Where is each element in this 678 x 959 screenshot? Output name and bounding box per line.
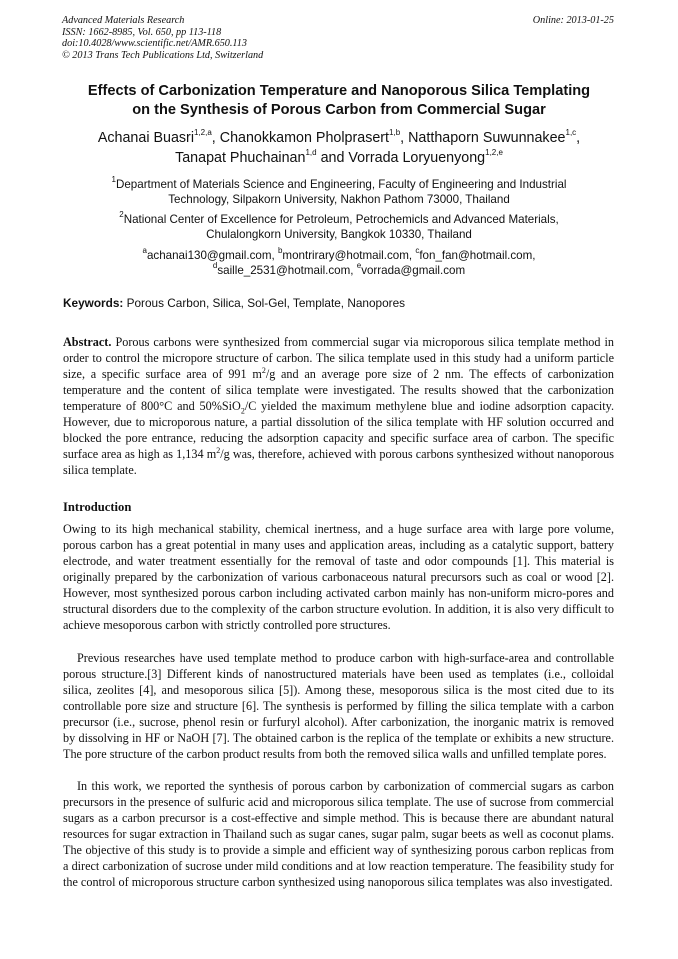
author-affiliation-mark: 1,2,e	[485, 148, 503, 158]
keywords-label: Keywords:	[63, 296, 124, 310]
author-name: Achanai Buasri	[97, 130, 194, 146]
author-list	[40, 128, 638, 168]
abstract-text: /C yielded the maximum methylene blue and iodine adsorption capacity. However, due to microporous nature, a partial dissolution of the silica template with HF solution occurred and blocked the pore entrance, reducing the adsorption capacity and specific surface area of carbon. The specific surface area as high as 1,134 m	[63, 399, 614, 461]
email-link[interactable]: montrirary@hotmail.com,	[282, 249, 413, 262]
affiliation-text: National Center of Excellence for Petroleum, Petrochemicls and Advanced Materials,	[123, 213, 559, 226]
keywords	[63, 296, 405, 310]
author-line-1: Achanai Buasri$^{1,2,a}$, Chanokkamon Pholprasert$^{1,b}$, Natthaporn Suwunnakee$^{1,c}$,	[97, 128, 581, 146]
abstract	[63, 334, 614, 478]
email-link[interactable]: fon_fan@hotmail.com,	[419, 249, 536, 262]
author-conjunction: and	[320, 150, 345, 166]
author-line-2	[40, 148, 638, 168]
affiliation-text: Chulalongkorn University, Bangkok 10330, Thailand	[206, 228, 472, 241]
abstract-text: /g was, therefore, achieved with porous carbons synthesized without nanoporous silica template.	[63, 447, 615, 477]
affiliation-1	[40, 177, 638, 207]
author-name: Natthaporn Suwunnakee	[408, 130, 566, 146]
intro-paragraph-3: In this work, we reported the synthesis of porous carbon by carbonization of commercial sugars as carbon precursors in the presence of sulfuric acid and microporous silica template. The use of sucrose from commercial sugars as a carbon precursor is a cost-effective and simple method. This is because there are abundant natural resources for sugar extraction in Thailand such as sugar canes, sugar palm, sugar beets as well as coconut plams. The objective of this study is to provide a simple and efficient way of synthesizing porous carbon replicas from a direct carbonization of sucrose under mild conditions and at low reaction temperature. The feasibility study for the control of microporous structure carbon synthesized using nanoporous silica templates was also investigated.	[63, 779, 614, 889]
issn-line: ISSN: 1662-8985, Vol. 650, pp 113-118	[62, 26, 222, 38]
subscript: 2	[240, 406, 245, 416]
email-link[interactable]: saille_2531@hotmail.com,	[217, 264, 354, 277]
intro-paragraph-1: Owing to its high mechanical stability, chemical inertness, and a huge surface area with large pore volume, porous carbon has a great potential in many uses and application areas, including as a catalytic support, battery electrode, and water treatment essentially for the removal of taste and odor compounds [1]. This material is originally prepared by the carbonization of various carbonaceous natural precursors such as coal or wood [2]. However, most synthesized porous carbon including activated carbon mainly has non-uniform micro-pores and structural disorders due to the complexity of the carbon structure evolution. In addition, it is also very difficult to achieve mesoporous carbon with strictly controlled pore structures.	[63, 522, 614, 632]
author-emails	[40, 248, 638, 278]
email-mark: d	[212, 261, 218, 271]
author-name: Tanapat Phuchainan	[175, 150, 306, 166]
section-heading-introduction: Introduction	[63, 500, 132, 514]
affiliation-mark: 2	[119, 210, 124, 220]
superscript: 2	[261, 365, 266, 375]
journal-name: Advanced Materials Research	[62, 15, 185, 26]
email-mark: a	[142, 246, 147, 256]
affiliation-mark: 1	[111, 175, 116, 185]
email-mark: e	[356, 261, 362, 271]
title-line-2: on the Synthesis of Porous Carbon from Commercial Sugar	[132, 102, 546, 118]
abstract-text: Porous carbons were synthesized from commercial sugar via microporous silica template method in order to control the micropore structure of carbon. The silica template used in this study had a uniform particle size, a specific surface area of 991 m	[63, 335, 615, 381]
journal-header	[62, 15, 263, 61]
doi-line: doi:10.4028/www.scientific.net/AMR.650.113	[62, 38, 247, 49]
superscript: 2	[216, 445, 221, 455]
author-affiliation-mark: 1,b	[389, 128, 401, 138]
abstract-text: /g and an average pore size of 2 nm. The effects of carbonization temperature and the content of silica template were investigated. The results showed that the carbonization temperature of 800°C and 50%SiO	[63, 367, 614, 413]
author-name: Chanokkamon Pholprasert	[219, 130, 390, 146]
title-line-1: Effects of Carbonization Temperature and Nanoporous Silica Templating	[87, 83, 591, 99]
author-name: Vorrada Loryuenyong	[348, 150, 486, 166]
author-affiliation-mark: 1,2,a	[194, 128, 212, 138]
email-mark: b	[277, 246, 283, 256]
online-date: Online: 2013-01-25	[532, 15, 614, 26]
affiliation-text: Department of Materials Science and Engineering, Faculty of Engineering and Industrial	[115, 178, 567, 191]
email-mark: c	[415, 246, 420, 256]
keywords-text: Porous Carbon, Silica, Sol-Gel, Template, Nanopores	[126, 296, 406, 310]
copyright-line: © 2013 Trans Tech Publications Ltd, Switzerland	[62, 49, 264, 61]
author-affiliation-mark: 1,c	[565, 128, 577, 138]
affiliation-text: Technology, Silpakorn University, Nakhon Pathom 73000, Thailand	[168, 193, 510, 206]
abstract-label: Abstract.	[63, 335, 112, 349]
email-link[interactable]: vorrada@gmail.com	[361, 264, 466, 277]
paper-title	[40, 82, 638, 120]
affiliation-2	[40, 212, 638, 242]
intro-paragraph-2: Previous researches have used template method to produce carbon with high-surface-area and controllable porous structure.[3] Different kinds of nanostructured materials have been used as templates (i.e., colloidal silica, zeolites [4], and mesoporous silica [5]). Among these, mesoporous silica is the most cited due to its controllable pore size and structure [6]. The synthesis is performed by filling the silica template with a carbon precursor (i.e., sucrose, phenol resin or furfuryl alcohol). After carbonization, the inorganic matrix is removed by dissolving in HF or NaOH [7]. The obtained carbon is the replica of the template or exhibits a new structure. The pore structure of the carbon product results from both the removed silica walls and unfilled template pores.	[63, 651, 614, 761]
author-affiliation-mark: 1,d	[305, 148, 317, 158]
email-link[interactable]: achanai130@gmail.com,	[146, 249, 275, 262]
